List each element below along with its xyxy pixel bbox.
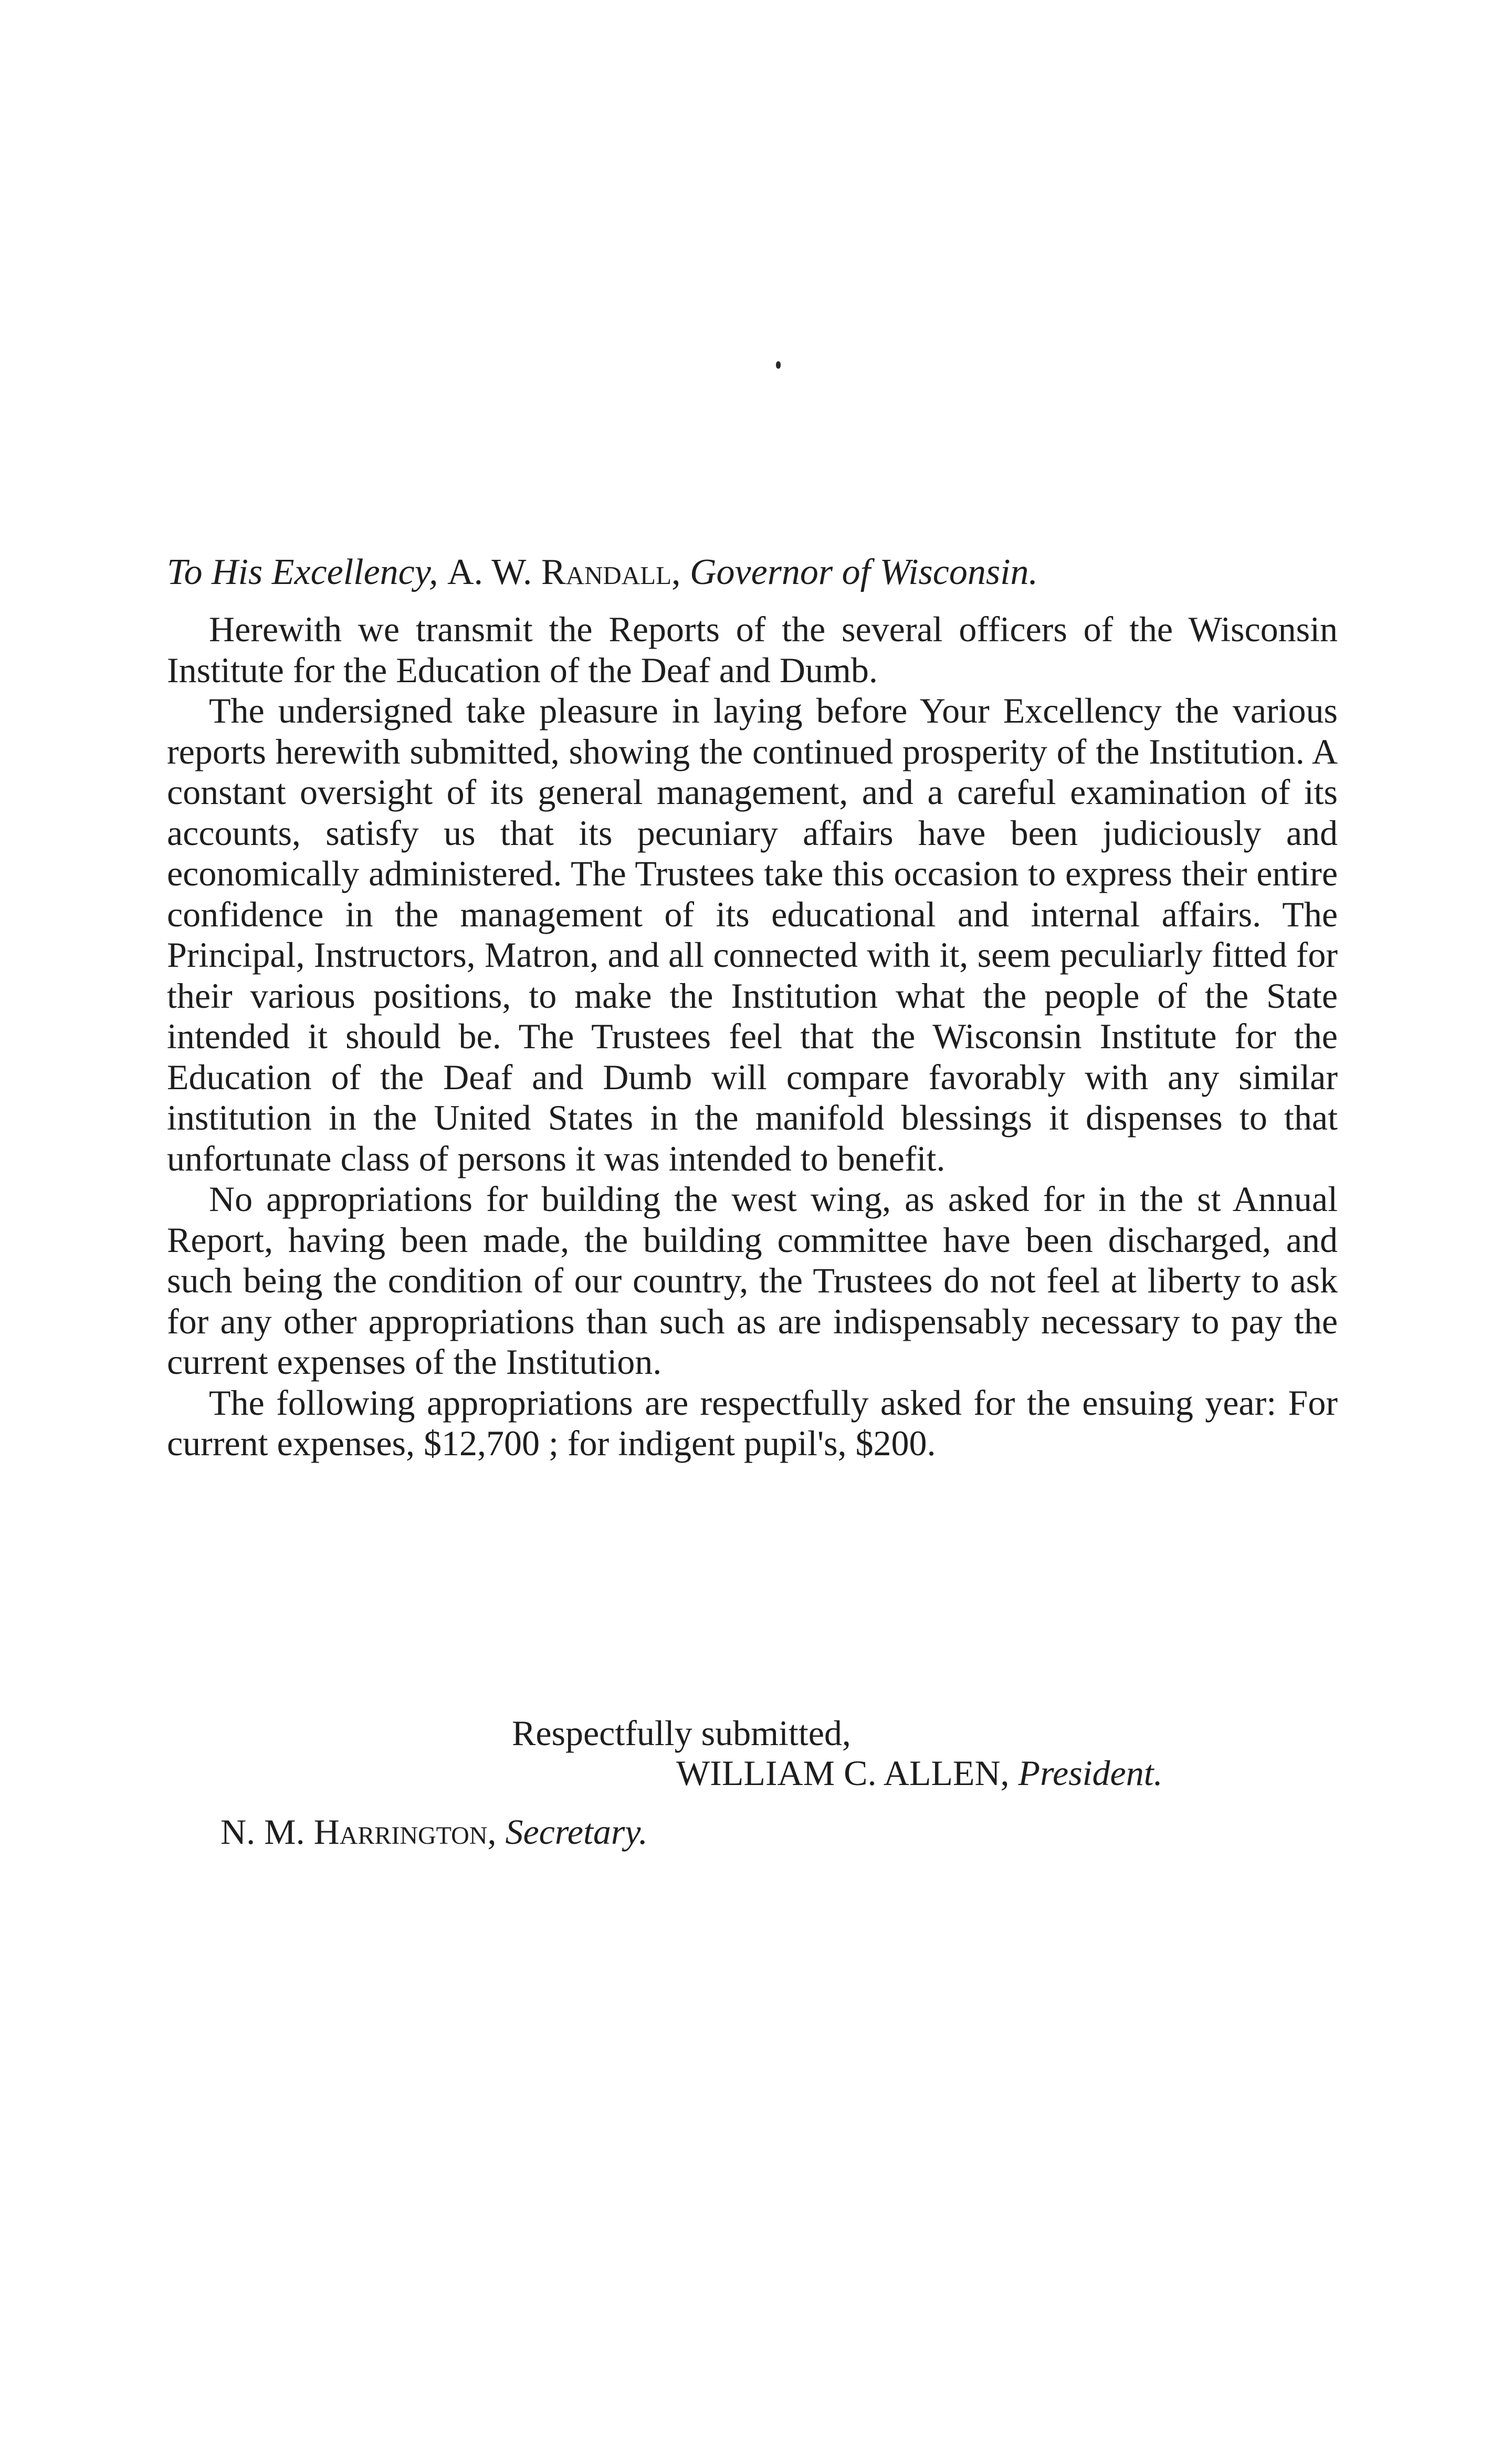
- paragraph-request: The following appropriations are respectfully asked for the ensuing year: For current expenses, $12,700 ; for indigent pupil's, $200.: [167, 1382, 1338, 1463]
- paragraph-transmittal: Herewith we transmit the Reports of the several officers of the Wisconsin Institute for the Education of the Deaf and Dumb.: [167, 609, 1338, 690]
- letter-body: [167, 609, 1338, 1464]
- ink-speck: [776, 361, 781, 369]
- president-signature: [676, 1753, 1163, 1793]
- secretary-signature: [220, 1811, 648, 1853]
- secretary-name: N. M. Harrington,: [220, 1812, 497, 1852]
- governor-name: A. W. Randall,: [447, 552, 681, 592]
- president-name: WILLIAM C. ALLEN,: [676, 1753, 1010, 1793]
- governor-title: Governor of Wisconsin.: [690, 552, 1038, 592]
- paragraph-appropriations: No appropriations for building the west wing, as asked for in the st Annual Report, having been made, the building committee have been discharged, and such being the condition of our country, the Trustees do not feel at liberty to ask for any other appropriations than such as are indispensably necessary to pay the current expenses of the Institution.: [167, 1179, 1338, 1382]
- address-prefix: To His Excellency,: [167, 552, 438, 592]
- address-line: [167, 546, 1353, 599]
- secretary-title: Secretary.: [505, 1812, 648, 1852]
- paragraph-reports: The undersigned take pleasure in laying before Your Excellency the various reports herewith submitted, showing the continued prosperity of the Institution. A constant oversight of its general management, and a careful examination of its accounts, satisfy us that its pecuniary affairs have been judiciously and economically administered. The Trustees take this occasion to express their entire confidence in the management of its educational and internal affairs. The Principal, Instructors, Matron, and all connected with it, seem peculiarly fitted for their various positions, to make the Institution what the people of the State intended it should be. The Trustees feel that the Wisconsin Institute for the Education of the Deaf and Dumb will compare favorably with any similar institution in the United States in the manifold blessings it dispenses to that unfortunate class of persons it was intended to benefit.: [167, 691, 1338, 1178]
- president-title: President.: [1018, 1753, 1163, 1793]
- signoff: Respectfully submitted,: [512, 1713, 851, 1753]
